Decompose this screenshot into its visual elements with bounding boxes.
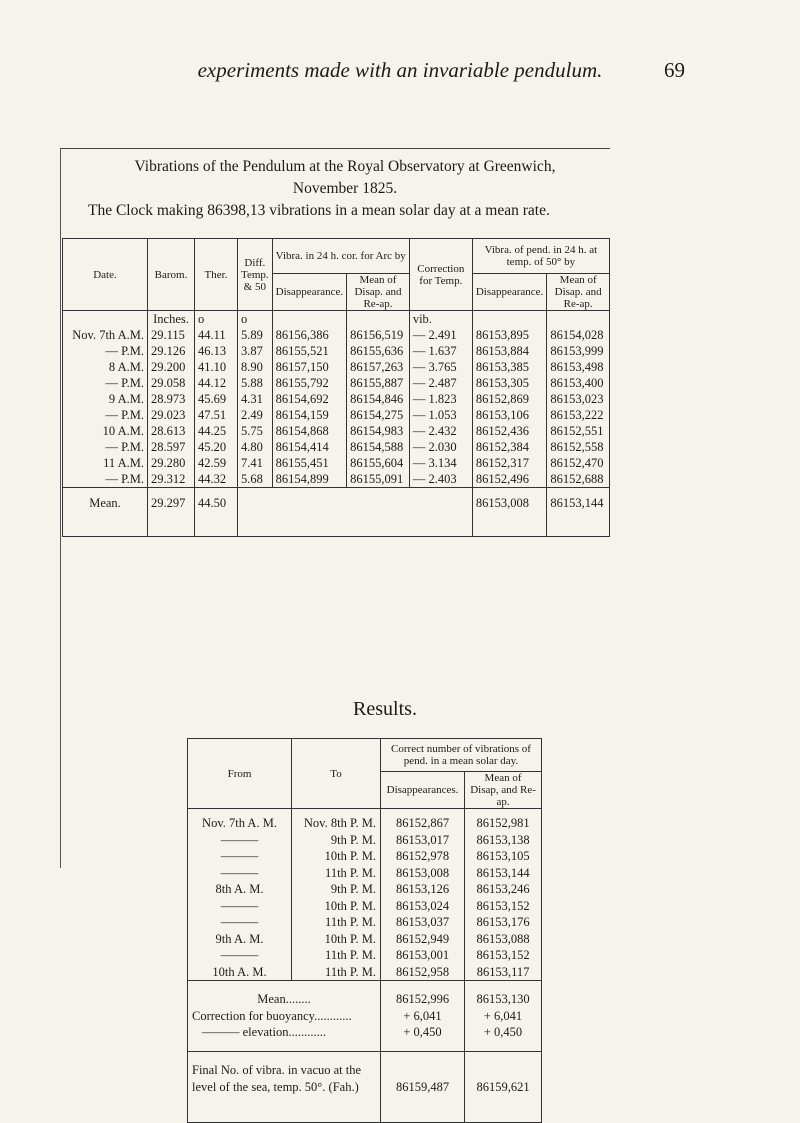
list-item: 10th P. M. — [324, 898, 376, 913]
disappearances-cell — [381, 809, 465, 981]
list-item: 86157,150 — [275, 360, 329, 374]
list-item: 45.69 — [198, 392, 227, 406]
list-item: 86153,130 — [476, 992, 530, 1006]
mean-label: Mean. — [63, 488, 148, 537]
list-item: 11 A.M. — [103, 456, 144, 470]
col-arc-disappearance: Disappearance. — [272, 274, 347, 311]
list-item: 86153,385 — [475, 360, 529, 374]
list-item: 86153,088 — [476, 931, 530, 946]
list-item: ——— — [220, 865, 259, 880]
list-item: 86155,604 — [350, 456, 404, 470]
list-item: 86154,588 — [350, 440, 404, 454]
list-item: 86154,414 — [275, 440, 329, 454]
list-item: 86152,551 — [550, 424, 604, 438]
list-item: 5.68 — [241, 472, 263, 486]
mean-barom: 29.297 — [148, 488, 195, 537]
list-item: Nov. 7th A. M. — [202, 816, 277, 830]
list-item: 86152,436 — [475, 424, 529, 438]
pend-disappearance-cell — [472, 311, 547, 488]
list-item: 9th P. M. — [330, 882, 376, 896]
list-item: 86152,958 — [395, 964, 450, 979]
list-item: 86152,996 — [395, 992, 450, 1006]
col-pend-disappearance: Disappearance. — [472, 274, 547, 311]
list-item: 86157,263 — [350, 360, 404, 374]
list-item: ——— — [220, 849, 259, 863]
list-item: 3.87 — [241, 344, 263, 358]
list-item: 86153,152 — [476, 898, 530, 913]
list-item: 28.973 — [151, 392, 186, 406]
top-rule — [60, 148, 610, 149]
list-item: 86152,867 — [395, 816, 450, 830]
col-correction: Correction for Temp. — [409, 239, 472, 311]
list-item: — 2.030 — [412, 440, 457, 454]
col-vibra-arc: Vibra. in 24 h. cor. for Arc by — [272, 239, 409, 274]
list-item: 86155,887 — [350, 376, 404, 390]
list-item: — P.M. — [105, 472, 144, 486]
list-item: 46.13 — [198, 344, 227, 358]
list-item: 4.80 — [241, 440, 263, 454]
list-item: 47.51 — [198, 408, 227, 422]
list-item: 11th P. M. — [325, 915, 376, 929]
buoyancy-label: Correction for buoyancy............ — [192, 1008, 352, 1023]
list-item: 86154,275 — [350, 408, 404, 422]
mean-disap-cell — [465, 809, 542, 981]
list-item: 86152,496 — [475, 472, 529, 486]
left-rule — [60, 148, 61, 868]
list-item: 86152,384 — [475, 440, 529, 454]
final-mean: 86159,621 — [465, 1052, 542, 1123]
summary-labels — [188, 981, 381, 1052]
list-item: 9 A.M. — [108, 392, 144, 406]
list-item: 86155,521 — [275, 344, 329, 358]
list-item: 86153,037 — [395, 915, 450, 929]
unit-label: Inches. — [153, 312, 189, 326]
list-item: 86152,558 — [550, 440, 604, 454]
list-item: 5.88 — [241, 376, 263, 390]
list-item: 7.41 — [241, 456, 263, 470]
list-item: 86153,895 — [475, 328, 529, 342]
list-item: 86156,519 — [350, 328, 404, 342]
list-item: 29.312 — [151, 472, 186, 486]
col-correct: Correct number of vibrations of pend. in a mean solar day. — [381, 739, 542, 772]
list-item: 86152,688 — [550, 472, 604, 486]
arc-mean-cell — [347, 311, 410, 488]
unit-label: o — [241, 312, 248, 326]
list-item: 86154,846 — [350, 392, 404, 406]
list-item: 86152,470 — [550, 456, 604, 470]
list-item: + 0,450 — [483, 1025, 523, 1039]
list-item: 86155,451 — [275, 456, 329, 470]
diff-cell — [238, 311, 273, 488]
list-item: 8.90 — [241, 360, 263, 374]
list-item: 86156,386 — [275, 328, 329, 342]
list-item: 86155,792 — [275, 376, 329, 390]
final-label — [188, 1052, 381, 1123]
list-item: 29.058 — [151, 376, 186, 390]
list-item: — 2.403 — [412, 472, 457, 486]
col-ther: Ther. — [195, 239, 238, 311]
list-item: 86153,246 — [476, 882, 530, 896]
list-item: 86154,159 — [275, 408, 329, 422]
col-mean-disap: Mean of Disap, and Re-ap. — [465, 772, 542, 809]
list-item: 86153,144 — [476, 865, 530, 880]
col-from: From — [188, 739, 292, 809]
caption-line-3: The Clock making 86398,13 vibrations in a mean solar day at a mean rate. — [88, 202, 550, 219]
list-item: 86155,636 — [350, 344, 404, 358]
list-item: 28.597 — [151, 440, 186, 454]
list-item: 86155,091 — [350, 472, 404, 486]
final-row — [188, 1052, 542, 1123]
list-item: 86153,106 — [475, 408, 529, 422]
list-item: 5.89 — [241, 328, 263, 342]
list-item: 86152,978 — [395, 849, 450, 863]
ther-cell — [195, 311, 238, 488]
list-item: 86153,024 — [395, 898, 450, 913]
table-row — [188, 809, 542, 981]
list-item: 86153,152 — [476, 948, 530, 962]
list-item: 8th A. M. — [215, 882, 264, 896]
list-item: 44.32 — [198, 472, 227, 486]
from-cell — [188, 809, 292, 981]
list-item: 86153,023 — [550, 392, 604, 406]
list-item: 44.11 — [198, 328, 226, 342]
list-item: 29.126 — [151, 344, 186, 358]
list-item: 11th P. M. — [325, 948, 376, 962]
list-item: 10th A. M. — [212, 964, 267, 979]
summary-disap — [381, 981, 465, 1052]
page-number: 69 — [664, 58, 685, 82]
arc-disappearance-cell — [272, 311, 347, 488]
list-item: 86153,126 — [395, 882, 450, 896]
list-item: + 6,041 — [483, 1008, 523, 1023]
list-item: Nov. 7th A.M. — [72, 328, 144, 342]
list-item: 86153,999 — [550, 344, 604, 358]
correction-cell — [409, 311, 472, 488]
elevation-label: ——— elevation............ — [202, 1025, 326, 1039]
list-item: 86152,317 — [475, 456, 529, 470]
mean-pend-mean: 86153,144 — [547, 488, 610, 537]
barom-cell — [148, 311, 195, 488]
list-item: — 3.134 — [412, 456, 457, 470]
col-arc-mean: Mean of Disap. and Re-ap. — [347, 274, 410, 311]
list-item: 11th P. M. — [325, 865, 376, 880]
mean-ther: 44.50 — [195, 488, 238, 537]
list-item: 2.49 — [241, 408, 263, 422]
list-item: ——— — [220, 898, 259, 913]
caption-line-2: November 1825. — [292, 180, 398, 197]
list-item: 86152,869 — [475, 392, 529, 406]
list-item: 86153,138 — [476, 832, 530, 847]
list-item: 86154,899 — [275, 472, 329, 486]
results-title: Results. — [353, 698, 417, 720]
list-item: 86153,176 — [476, 915, 530, 929]
list-item: 41.10 — [198, 360, 227, 374]
summary-row — [188, 981, 542, 1052]
final-label-line-2: level of the sea, temp. 50°. (Fah.) — [192, 1079, 359, 1094]
list-item: 86154,692 — [275, 392, 329, 406]
results-table — [187, 738, 542, 1123]
mean-blank — [238, 488, 473, 537]
to-cell — [292, 809, 381, 981]
col-barom: Barom. — [148, 239, 195, 311]
list-item: 5.75 — [241, 424, 263, 438]
list-item: — P.M. — [105, 376, 144, 390]
unit-label: o — [198, 312, 205, 326]
list-item: 86153,222 — [550, 408, 604, 422]
list-item: 29.023 — [151, 408, 186, 422]
list-item: — P.M. — [105, 344, 144, 358]
list-item: — P.M. — [105, 408, 144, 422]
list-item: 44.12 — [198, 376, 227, 390]
page-header — [0, 58, 800, 88]
list-item: ——— — [220, 915, 259, 929]
list-item: 86153,105 — [476, 849, 530, 863]
list-item: ——— — [220, 832, 259, 847]
list-item: 86154,868 — [275, 424, 329, 438]
mean-label: Mean........ — [257, 992, 311, 1006]
list-item: 9th A. M. — [215, 931, 264, 946]
list-item: 29.280 — [151, 456, 186, 470]
col-date: Date. — [63, 239, 148, 311]
table-row — [63, 311, 610, 488]
col-pend-mean: Mean of Disap. and Re-ap. — [547, 274, 610, 311]
list-item: + 6,041 — [403, 1008, 442, 1023]
list-item: 86153,017 — [395, 832, 450, 847]
list-item: + 0,450 — [403, 1025, 442, 1039]
list-item: 86152,981 — [476, 816, 530, 830]
list-item: 86152,949 — [395, 931, 450, 946]
running-head: experiments made with an invariable pendulum. — [197, 58, 603, 82]
col-disappearances: Disappearances. — [381, 772, 465, 809]
dates-cell — [63, 311, 148, 488]
list-item: 86153,305 — [475, 376, 529, 390]
list-item: 86153,001 — [395, 948, 450, 962]
list-item: 86153,400 — [550, 376, 604, 390]
list-item: Nov. 8th P. M. — [303, 816, 376, 830]
list-item: 29.115 — [151, 328, 185, 342]
list-item: 86153,884 — [475, 344, 529, 358]
list-item: — 1.823 — [412, 392, 457, 406]
list-item: 86153,117 — [476, 964, 530, 979]
list-item: 8 A.M. — [108, 360, 144, 374]
list-item: — 2.491 — [412, 328, 457, 342]
unit-label: vib. — [412, 312, 432, 326]
observations-table — [62, 238, 610, 537]
col-vibra-pend: Vibra. of pend. in 24 h. at temp. of 50° by — [472, 239, 609, 274]
list-item: — 3.765 — [412, 360, 457, 374]
list-item: — 1.053 — [412, 408, 457, 422]
list-item: 86153,008 — [395, 865, 450, 880]
col-diff: Diff. Temp. & 50 — [238, 239, 273, 311]
list-item: 28.613 — [151, 424, 186, 438]
summary-mean — [465, 981, 542, 1052]
list-item: 86154,028 — [550, 328, 604, 342]
list-item: 45.20 — [198, 440, 227, 454]
col-to: To — [292, 739, 381, 809]
list-item: — P.M. — [105, 440, 144, 454]
table-caption — [70, 156, 620, 222]
list-item: 86154,983 — [350, 424, 404, 438]
pend-mean-cell — [547, 311, 610, 488]
list-item: 44.25 — [198, 424, 227, 438]
list-item: 11th P. M. — [325, 964, 376, 979]
final-label-line-1: Final No. of vibra. in vacuo at the — [192, 1063, 362, 1077]
list-item: 29.200 — [151, 360, 186, 374]
list-item: ——— — [220, 948, 259, 962]
mean-row — [63, 488, 610, 537]
final-disap: 86159,487 — [381, 1052, 465, 1123]
mean-pend-disap: 86153,008 — [472, 488, 547, 537]
list-item: 4.31 — [241, 392, 263, 406]
list-item: 42.59 — [198, 456, 227, 470]
list-item: 86153,498 — [550, 360, 604, 374]
list-item: — 2.487 — [412, 376, 457, 390]
list-item: 9th P. M. — [330, 832, 376, 847]
list-item: 10th P. M. — [324, 849, 376, 863]
list-item: — 2.432 — [412, 424, 457, 438]
list-item: 10th P. M. — [324, 931, 376, 946]
list-item: — 1.637 — [412, 344, 457, 358]
list-item: 10 A.M. — [102, 424, 144, 438]
caption-line-1: Vibrations of the Pendulum at the Royal Observatory at Greenwich, — [134, 158, 556, 175]
